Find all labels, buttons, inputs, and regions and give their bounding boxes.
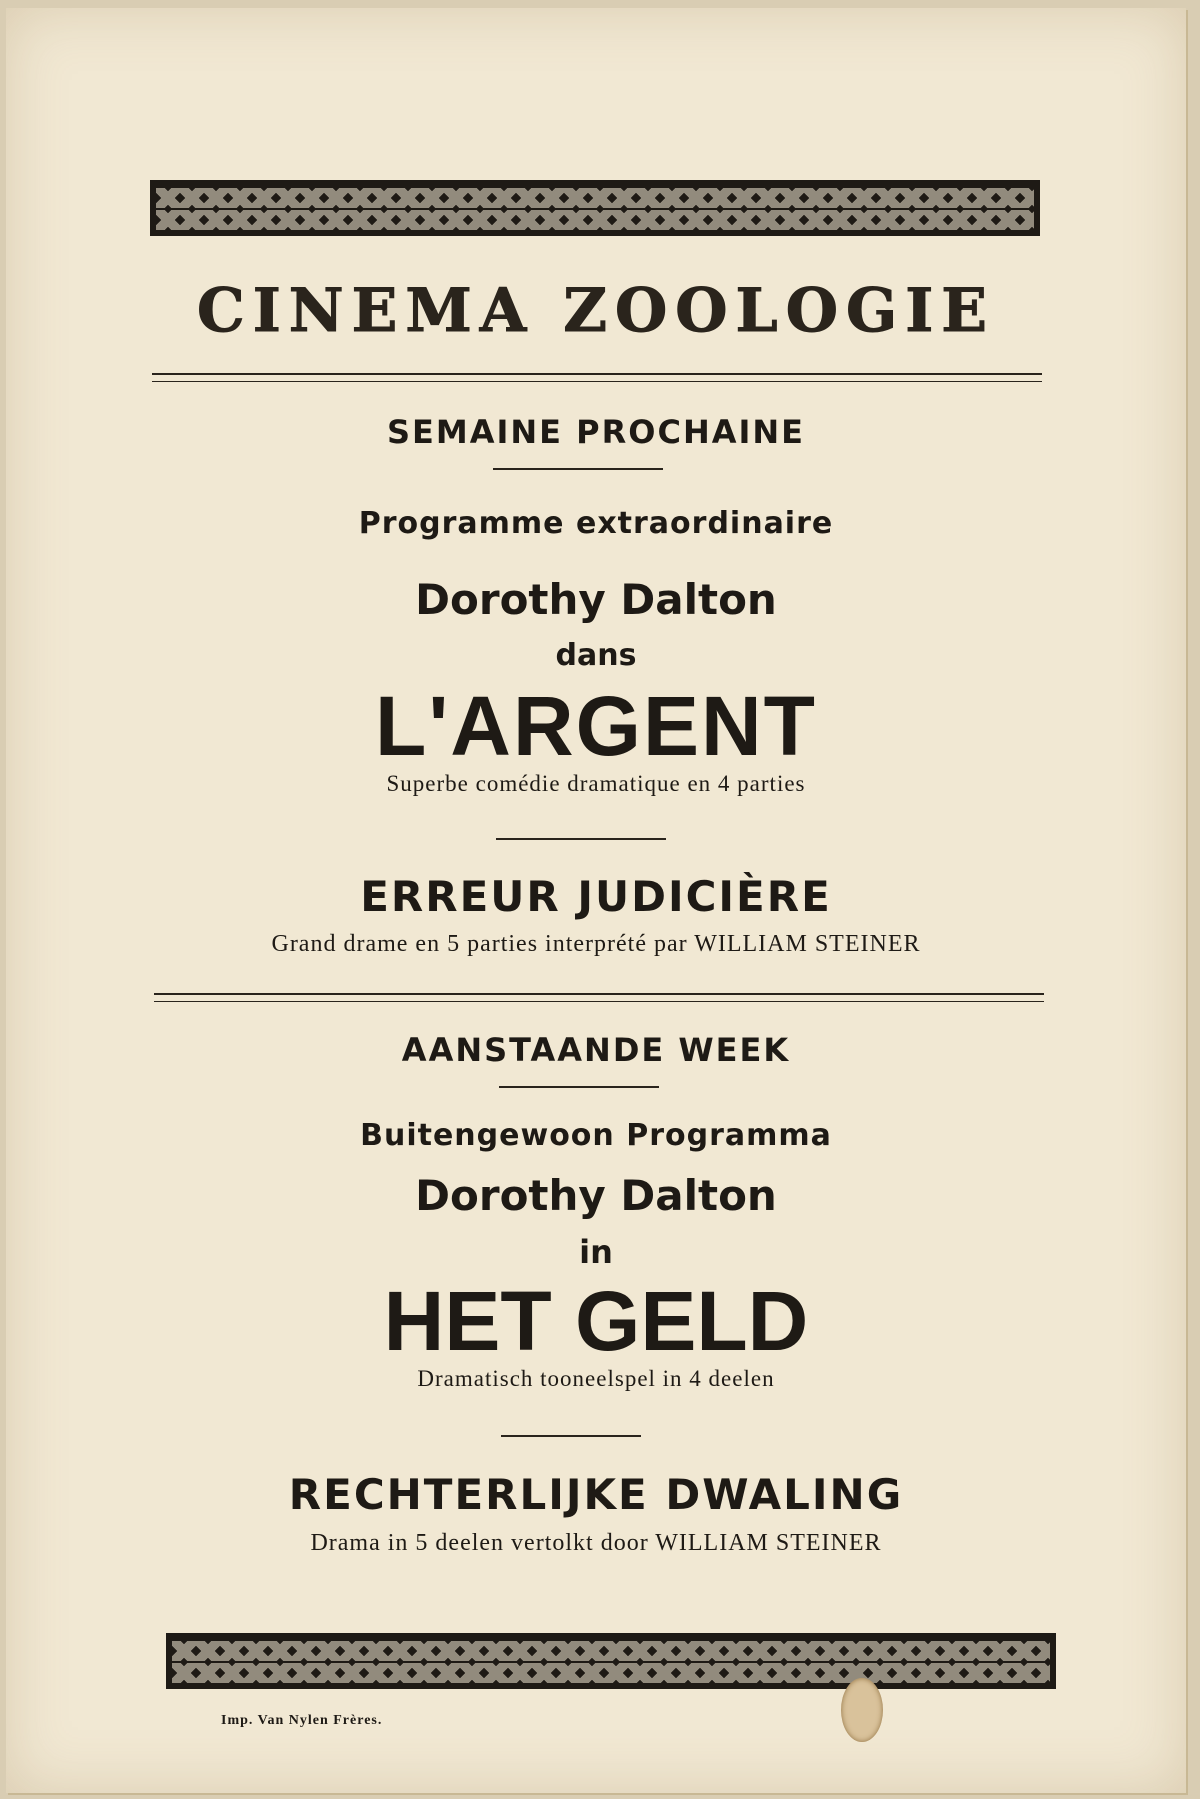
paper-hole: [841, 1678, 883, 1742]
french-connector: dans: [555, 638, 637, 673]
divider-rule: [154, 993, 1044, 1002]
dutch-second-film-description: Drama in 5 deelen vertolkt door WILLIAM STEINER: [310, 1530, 882, 1556]
cinema-title: CINEMA ZOOLOGIE: [196, 276, 996, 346]
bottom-ornamental-border: [166, 1633, 1056, 1689]
short-divider: [499, 1086, 659, 1088]
dutch-section-heading: AANSTAANDE WEEK: [401, 1031, 791, 1069]
program-leaflet: [6, 8, 1186, 1793]
french-second-film-description: Grand drame en 5 parties interprété par WILLIAM STEINER: [271, 931, 921, 957]
top-ornamental-border: [150, 180, 1040, 236]
short-divider: [493, 468, 663, 470]
dutch-feature-description: Dramatisch tooneelspel in 4 deelen: [417, 1366, 775, 1391]
french-feature-title: L'ARGENT: [375, 679, 817, 773]
french-feature-description: Superbe comédie dramatique en 4 parties: [386, 771, 806, 796]
french-program-label: Programme extraordinaire: [358, 506, 834, 541]
french-second-film-title: ERREUR JUDICIÈRE: [360, 872, 832, 921]
dutch-feature-title: HET GELD: [383, 1274, 809, 1368]
printer-credit: Imp. Van Nylen Frères.: [221, 1713, 383, 1728]
french-star-name: Dorothy Dalton: [415, 575, 777, 624]
french-section-heading: SEMAINE PROCHAINE: [386, 413, 806, 451]
dutch-connector: in: [579, 1233, 613, 1271]
short-divider: [501, 1435, 641, 1437]
short-divider: [496, 838, 666, 840]
dutch-star-name: Dorothy Dalton: [415, 1171, 777, 1220]
dutch-second-film-title: RECHTERLIJKE DWALING: [288, 1470, 904, 1519]
divider-rule: [152, 373, 1042, 382]
dutch-program-label: Buitengewoon Programma: [360, 1118, 832, 1153]
